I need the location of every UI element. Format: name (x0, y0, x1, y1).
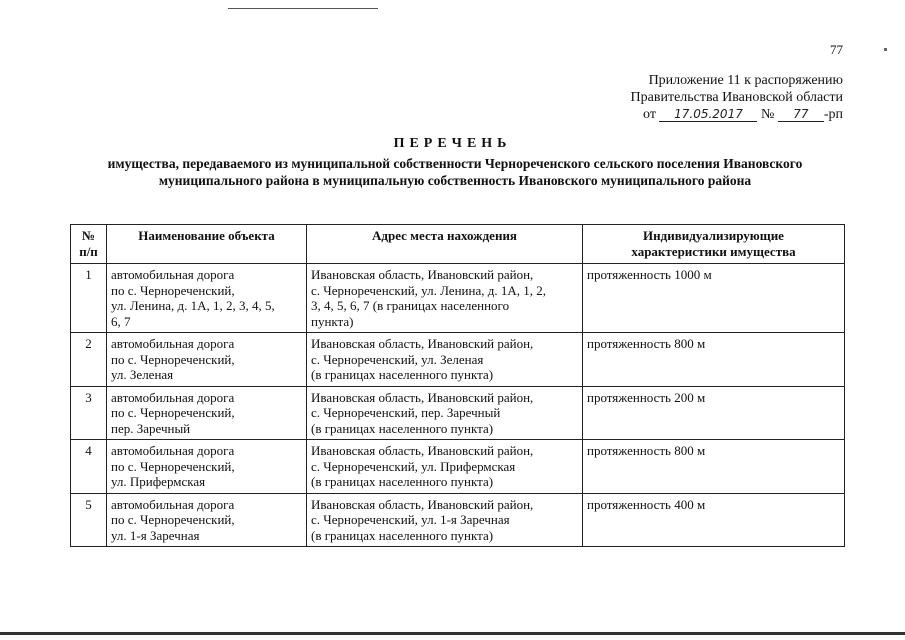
row-address-line: (в границах населенного пункта) (311, 367, 494, 382)
row-name (107, 386, 307, 440)
row-address-line: (в границах населенного пункта) (311, 420, 494, 436)
row-name (107, 493, 307, 547)
table-row (71, 440, 845, 494)
table-row (71, 493, 845, 547)
document-subtitle (55, 155, 855, 189)
row-name-line: по с. Чернореченский, (111, 405, 235, 420)
row-num: 4 (71, 440, 107, 494)
row-address-line: Ивановская область, Ивановский район, (311, 496, 534, 512)
page-number: 77 (830, 42, 843, 57)
row-address-line: Ивановская область, Ивановский район, (311, 267, 534, 282)
row-characteristics: протяженность 800 м (583, 333, 845, 387)
row-num: 2 (71, 333, 107, 387)
date-prefix: от (643, 107, 656, 122)
row-address-line: 3, 4, 5, 6, 7 (в границах населенного (311, 298, 510, 313)
row-name-line: по с. Чернореченский, (111, 351, 235, 367)
row-address-line: с. Чернореченский, ул. Ленина, д. 1А, 1, 2, (311, 282, 546, 298)
header-chars-line-2: характеристики имущества (631, 243, 796, 259)
row-name-line: пер. Заречный (111, 420, 191, 436)
row-characteristics: протяженность 1000 м (583, 264, 845, 333)
subtitle-line-1: имущества, передаваемого из муниципальной собственности Чернореченского сельского поселения Ивановского (107, 156, 803, 171)
appendix-header (543, 72, 843, 123)
row-name-line: ул. 1-я Заречная (111, 527, 200, 543)
row-address-line: Ивановская область, Ивановский район, (311, 336, 534, 351)
row-name-line: автомобильная дорога (111, 267, 235, 282)
row-name-line: ул. Прифермская (111, 474, 206, 489)
number-suffix: -рп (823, 107, 843, 122)
property-table (70, 224, 845, 547)
table-header-row (71, 225, 845, 264)
header-num-line-2: п/п (79, 243, 98, 259)
table-row (71, 264, 845, 333)
appendix-line-1: Приложение 11 к распоряжению (648, 73, 843, 88)
appendix-line-2: Правительства Ивановской области (630, 90, 843, 105)
row-name (107, 333, 307, 387)
date-value: 17.05.2017 (659, 107, 757, 122)
row-address (307, 440, 583, 494)
row-address-line: с. Чернореченский, ул. Прифермская (311, 458, 516, 474)
row-characteristics: протяженность 400 м (583, 493, 845, 547)
row-num: 5 (71, 493, 107, 547)
number-value: 77 (778, 107, 824, 122)
row-name-line: по с. Чернореченский, (111, 282, 235, 298)
row-name (107, 440, 307, 494)
header-num-line-1: № (81, 228, 96, 243)
row-address-line: (в границах населенного пункта) (311, 474, 494, 489)
row-name-line: по с. Чернореченский, (111, 458, 235, 474)
row-name-line: 6, 7 (111, 313, 131, 329)
row-address-line: Ивановская область, Ивановский район, (311, 389, 534, 405)
row-address-line: пункта) (311, 313, 354, 329)
table-row (71, 386, 845, 440)
row-characteristics: протяженность 800 м (583, 440, 845, 494)
header-chars-line-1: Индивидуализирующие (643, 228, 784, 243)
row-address-line: с. Чернореченский, ул. 1-я Заречная (311, 512, 510, 527)
number-prefix: № (760, 107, 775, 122)
row-address (307, 493, 583, 547)
row-name-line: ул. Зеленая (111, 367, 174, 382)
row-address (307, 386, 583, 440)
header-characteristics (583, 225, 845, 264)
row-name (107, 264, 307, 333)
scan-top-line (228, 8, 378, 9)
row-address (307, 264, 583, 333)
row-address-line: Ивановская область, Ивановский район, (311, 443, 534, 458)
row-name-line: ул. Ленина, д. 1А, 1, 2, 3, 4, 5, (111, 298, 275, 313)
row-num: 3 (71, 386, 107, 440)
header-num (71, 225, 107, 264)
row-address-line: (в границах населенного пункта) (311, 527, 494, 543)
row-name-line: автомобильная дорога (111, 336, 235, 351)
table-row (71, 333, 845, 387)
row-num: 1 (71, 264, 107, 333)
appendix-date-line (543, 106, 843, 123)
subtitle-line-2: муниципального района в муниципальную собственность Ивановского муниципального района (158, 173, 752, 188)
row-address (307, 333, 583, 387)
row-name-line: по с. Чернореченский, (111, 512, 235, 527)
row-characteristics: протяженность 200 м (583, 386, 845, 440)
row-name-line: автомобильная дорога (111, 389, 235, 405)
header-address: Адрес места нахождения (307, 225, 583, 264)
row-name-line: автомобильная дорога (111, 443, 235, 458)
row-name-line: автомобильная дорога (111, 496, 235, 512)
scan-bottom-edge (0, 632, 905, 635)
document-title: ПЕРЕЧЕНЬ (393, 136, 512, 151)
header-name: Наименование объекта (107, 225, 307, 264)
scan-speck (884, 48, 887, 51)
row-address-line: с. Чернореченский, ул. Зеленая (311, 351, 484, 367)
row-address-line: с. Чернореченский, пер. Заречный (311, 405, 501, 420)
